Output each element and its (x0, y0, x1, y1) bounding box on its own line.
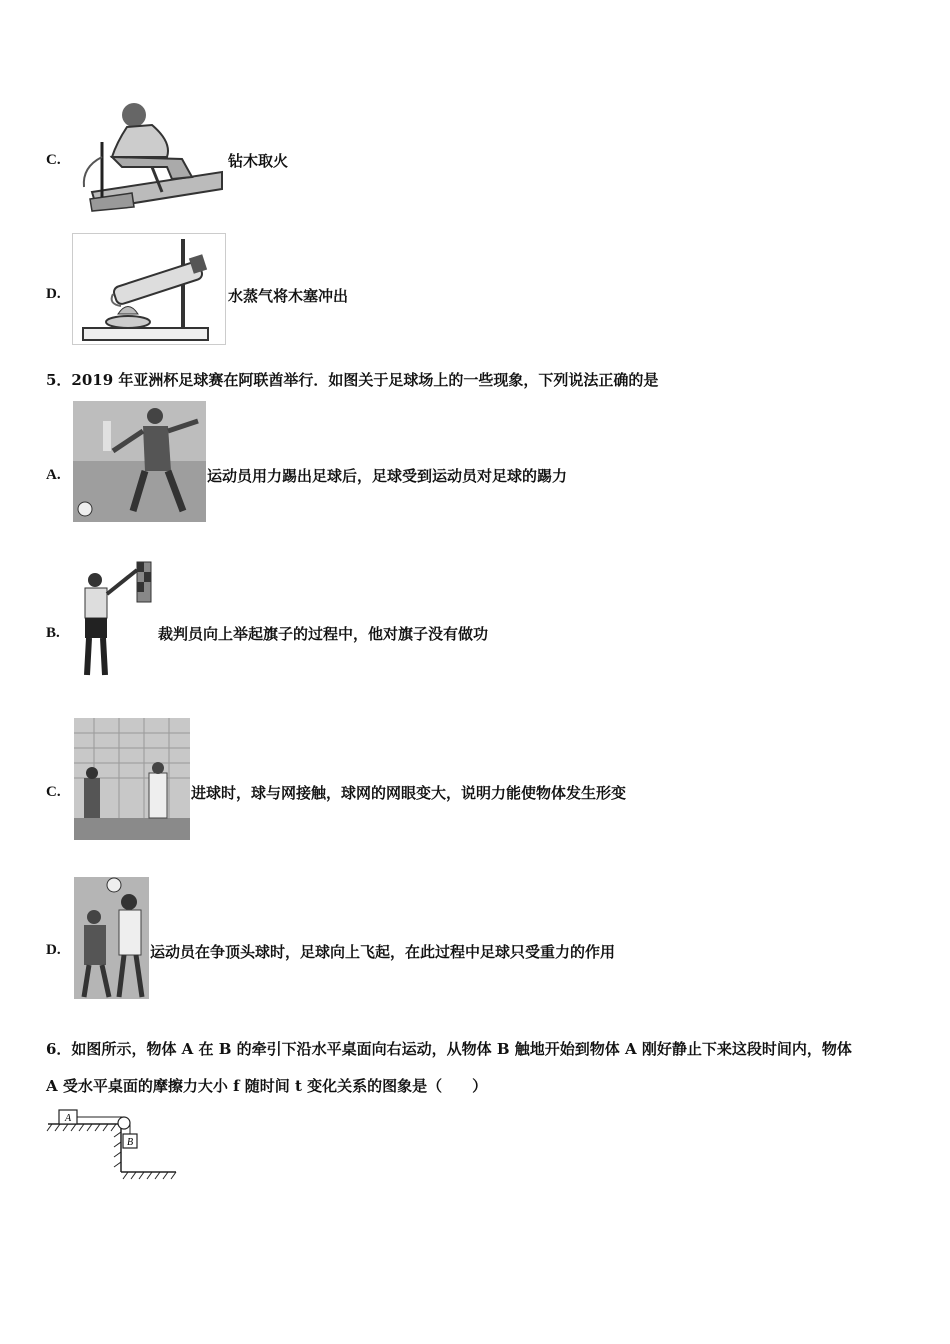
q5-option-a-letter: A. (46, 467, 61, 483)
q5-option-b-text: 裁判员向上举起旗子的过程中，他对旗子没有做功 (158, 625, 489, 643)
q5-option-c-letter: C. (46, 784, 61, 800)
q5-stem: 5．2019 年亚洲杯足球赛在阿联酋举行．如图关于足球场上的一些现象，下列说法正确的是 (46, 371, 659, 389)
q5-option-d-text: 运动员在争顶头球时，足球向上飞起，在此过程中足球只受重力的作用 (150, 943, 616, 961)
q5-option-d-letter: D. (46, 942, 61, 958)
player-kicking-photo (73, 401, 206, 522)
q6-stem-line-2: A 受水平桌面的摩擦力大小 f 随时间 t 变化关系的图象是（ ） (46, 1077, 488, 1095)
steam-cork-apparatus-picture (72, 233, 226, 345)
block-a-label: A (64, 1113, 72, 1124)
q4-option-d-text: 水蒸气将木塞冲出 (228, 287, 349, 305)
goal-net-photo (74, 718, 190, 840)
pulley-figure (46, 1104, 181, 1180)
fire-drilling-picture (72, 97, 226, 213)
q5-option-c-text: 进球时，球与网接触，球网的网眼变大，说明力能使物体发生形变 (191, 784, 627, 802)
heading-ball-photo (74, 877, 149, 999)
block-b-label: B (126, 1137, 134, 1148)
q5-option-a-text: 运动员用力踢出足球后，足球受到运动员对足球的踢力 (207, 467, 568, 485)
q5-option-b-letter: B. (46, 625, 60, 641)
referee-flag-photo (75, 560, 155, 682)
q4-option-d-letter: D. (46, 286, 61, 302)
q4-option-c-text: 钻木取火 (228, 152, 289, 170)
q6-stem-line-1: 6．如图所示，物体 A 在 B 的牵引下沿水平桌面向右运动，从物体 B 触地开始到物体 A 刚好静止下来这段时间内，物体 (46, 1040, 852, 1058)
q4-option-c-letter: C. (46, 152, 61, 168)
